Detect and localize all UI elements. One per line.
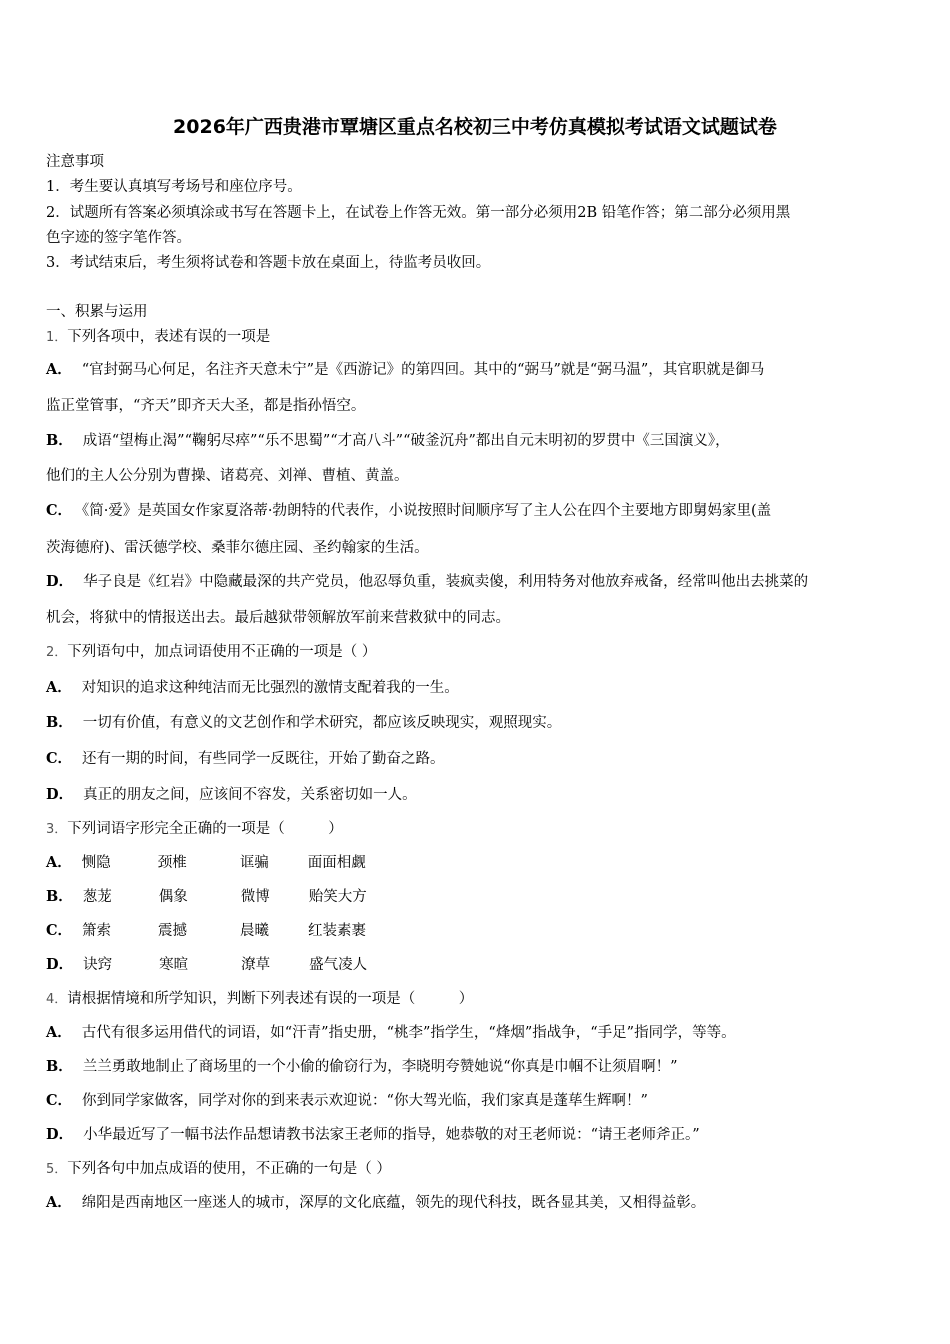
option-text: 华子良是《红岩》中隐藏最深的共产党员，他忍辱负重，装疯卖傻，利用特务对他放弃戒备，经常叫他出去挑菜的	[83, 574, 809, 590]
option-text: 真正的朋友之间，应该间不容发，关系密切如一人。	[83, 787, 417, 803]
option-text: “官封弼马心何足，名注齐天意未宁”是《西游记》的第四回。其中的“弼马”就是“弼马温”，其官职就是御马	[81, 362, 765, 378]
notice-heading: 注意事项	[46, 154, 104, 170]
option-text: 一切有价值，有意义的文艺创作和学术研究，都应该反映现实，观照现实。	[82, 715, 562, 731]
question-number: 2．	[46, 645, 68, 660]
word: 震撼	[158, 923, 188, 939]
q1-option-d	[46, 572, 908, 592]
word: 箫索	[82, 923, 112, 939]
option-label: D．	[46, 1126, 74, 1143]
question-5	[46, 1159, 908, 1180]
option-label: D．	[46, 786, 74, 803]
section-heading: 一、积累与运用	[46, 304, 148, 320]
notice-item-1: 1．考生要认真填写考场号和座位序号。	[46, 179, 302, 195]
question-2	[46, 642, 908, 663]
question-3	[46, 819, 908, 840]
option-label: A．	[46, 679, 72, 696]
question-stem: 下列词语字形完全正确的一项是（ ）	[67, 821, 343, 837]
q1-option-b	[46, 431, 908, 451]
word: 微博	[240, 889, 270, 905]
q3-option-a	[46, 853, 908, 873]
question-number: 4．	[46, 992, 68, 1007]
word: 红装素裹	[308, 923, 367, 939]
option-label: A．	[46, 1024, 72, 1041]
option-text: 还有一期的时间，有些同学一反既往，开始了勤奋之路。	[82, 751, 445, 767]
q1-option-c	[46, 501, 908, 521]
option-text: 你到同学家做客，同学对你的到来表示欢迎说：“你大驾光临，我们家真是蓬荜生辉啊！”	[82, 1093, 648, 1109]
word: 寒暄	[159, 957, 189, 973]
option-label: D．	[46, 956, 74, 973]
word: 诓骗	[239, 855, 269, 871]
option-label: A．	[46, 854, 72, 871]
option-text: 古代有很多运用借代的词语，如“汗青”指史册，“桃李”指学生，“烽烟”指战争，“手足”指同学，等等。	[81, 1025, 736, 1041]
word: 潦草	[241, 957, 271, 973]
word: 诀窍	[83, 957, 113, 973]
q2-option-d	[46, 785, 908, 805]
option-text: 兰兰勇敢地制止了商场里的一个小偷的偷窃行为，李晓明夸赞她说“你真是巾帼不让须眉啊！”	[82, 1059, 678, 1075]
option-label: B．	[46, 714, 73, 731]
question-stem: 下列各句中加点成语的使用，不正确的一句是（ ）	[67, 1161, 391, 1177]
notice-item-2-cont: 色字迹的签字笔作答。	[46, 230, 191, 246]
option-label: B．	[46, 1058, 73, 1075]
option-label: C．	[46, 1092, 73, 1109]
question-stem: 下列各项中，表述有误的一项是	[67, 329, 271, 345]
question-1	[46, 327, 908, 348]
q3-option-b	[46, 887, 908, 907]
word: 贻笑大方	[308, 889, 367, 905]
option-text: 小华最近写了一幅书法作品想请教书法家王老师的指导，她恭敬的对王老师说：“请王老师斧正。”	[83, 1127, 700, 1143]
q4-option-d	[46, 1125, 908, 1145]
option-label: B．	[46, 888, 73, 905]
q3-option-d	[46, 955, 908, 975]
q1-option-b-cont: 他们的主人公分别为曹操、诸葛亮、刘禅、曹植、黄盖。	[46, 468, 409, 484]
option-label: C．	[46, 922, 73, 939]
option-text: 对知识的追求这种纯洁而无比强烈的激情支配着我的一生。	[81, 680, 459, 696]
notice-item-3: 3．考试结束后，考生须将试卷和答题卡放在桌面上，待监考员收回。	[46, 255, 491, 271]
question-number: 3．	[46, 822, 68, 837]
word: 晨曦	[240, 923, 270, 939]
word: 盛气凌人	[309, 957, 368, 973]
option-label: C．	[46, 502, 73, 519]
q1-option-a	[46, 360, 908, 380]
q4-option-a	[46, 1023, 908, 1043]
q1-option-c-cont: 茨海德府)、雷沃德学校、桑菲尔德庄园、圣约翰家的生活。	[46, 540, 429, 556]
option-label: D．	[46, 573, 74, 590]
word: 偶象	[158, 889, 188, 905]
word: 颈椎	[157, 855, 187, 871]
option-text: 《简·爱》是英国女作家夏洛蒂·勃朗特的代表作，小说按照时间顺序写了主人公在四个主要地方即舅妈家里(盖	[82, 503, 772, 519]
option-label: C．	[46, 750, 73, 767]
question-number: 1．	[46, 330, 68, 345]
word: 葱茏	[82, 889, 112, 905]
question-stem: 请根据情境和所学知识，判断下列表述有误的一项是（ ）	[67, 991, 474, 1007]
option-label: B．	[46, 432, 73, 449]
question-stem: 下列语句中，加点词语使用不正确的一项是（ ）	[67, 644, 377, 660]
q1-option-a-cont: 监正堂管事，“齐天”即齐天大圣，都是指孙悟空。	[46, 398, 366, 414]
question-4	[46, 989, 908, 1010]
q2-option-b	[46, 713, 908, 733]
exam-title: 2026年广西贵港市覃塘区重点名校初三中考仿真模拟考试语文试题试卷	[173, 116, 777, 138]
q4-option-b	[46, 1057, 908, 1077]
option-label: A．	[46, 1194, 72, 1211]
q2-option-a	[46, 678, 908, 698]
option-text: 绵阳是西南地区一座迷人的城市，深厚的文化底蕴，领先的现代科技，既各显其美，又相得益彰。	[81, 1195, 706, 1211]
q3-option-c	[46, 921, 908, 941]
word: 面面相觑	[307, 855, 366, 871]
option-label: A．	[46, 361, 72, 378]
question-number: 5．	[46, 1162, 68, 1177]
option-text: 成语“望梅止渴”“鞠躬尽瘁”“乐不思蜀”“才高八斗”“破釜沉舟”都出自元末明初的罗贯中《三国演义》，	[82, 433, 730, 449]
q4-option-c	[46, 1091, 908, 1111]
q2-option-c	[46, 749, 908, 769]
q5-option-a	[46, 1193, 908, 1213]
q1-option-d-cont: 机会，将狱中的情报送出去。最后越狱带领解放军前来营救狱中的同志。	[46, 610, 510, 626]
word: 恻隐	[81, 855, 111, 871]
notice-item-2: 2．试题所有答案必须填涂或书写在答题卡上，在试卷上作答无效。第一部分必须用2B 铅笔作答；第二部分必须用黑	[46, 205, 791, 221]
